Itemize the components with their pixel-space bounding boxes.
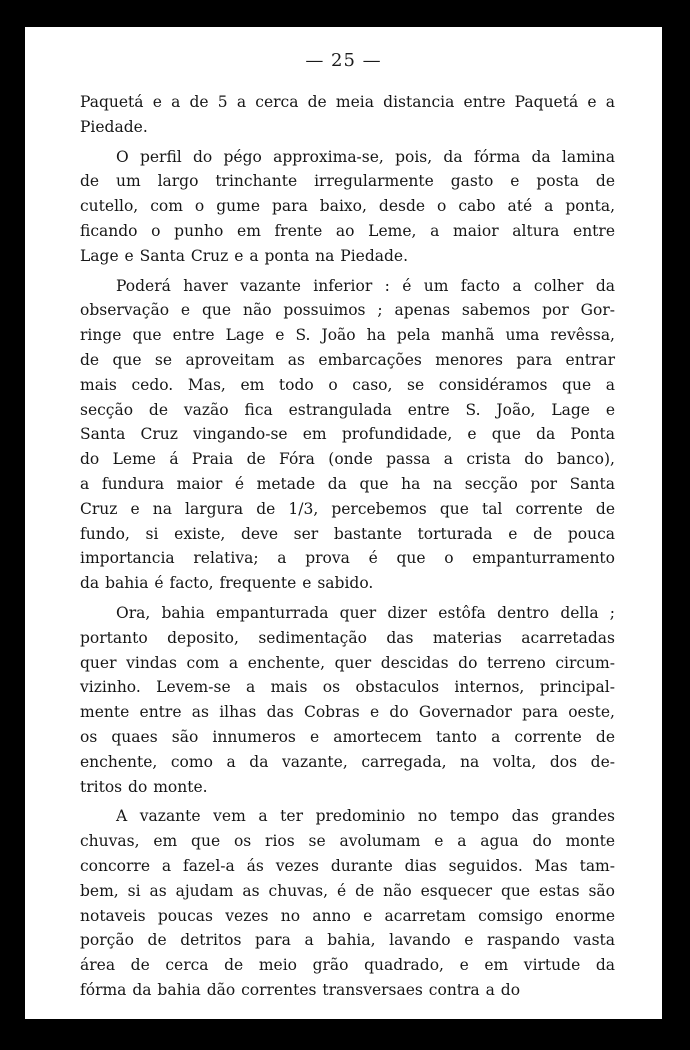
text-line: quer vindas com a enchente, quer descidas do terreno circum-	[80, 653, 615, 672]
text-line: fórma da bahia dão correntes transversaes contra a do	[80, 980, 521, 999]
body-text	[80, 90, 615, 1003]
text-line: fundo, si existe, deve ser bastante torturada e de pouca	[80, 524, 615, 543]
text-line: Ora, bahia empanturrada quer dizer estôfa dentro della ;	[116, 603, 615, 622]
text-line: secção de vazão fica estrangulada entre S. João, Lage e	[80, 400, 615, 419]
text-line: Paquetá e a de 5 a cerca de meia distancia entre Paquetá e a	[80, 93, 615, 111]
text-line: Cruz e na largura de 1/3, percebemos que tal corrente de	[80, 499, 615, 518]
text-line: observação e que não possuimos ; apenas sabemos por Gor-	[80, 301, 615, 320]
text-line: mente entre as ilhas das Cobras e do Governador para oeste,	[80, 703, 615, 722]
text-line: concorre a fazel-a ás vezes durante dias seguidos. Mas tam-	[80, 856, 615, 875]
text-line: bem, si as ajudam as chuvas, é de não esquecer que estas são	[80, 881, 615, 900]
paragraph	[80, 601, 615, 799]
text-line: chuvas, em que os rios se avolumam e a agua do monte	[80, 832, 615, 851]
text-line: ringe que entre Lage e S. João ha pela manhã uma revêssa,	[80, 326, 615, 345]
text-line: Lage e Santa Cruz e a ponta na Piedade.	[80, 246, 409, 265]
text-line: A vazante vem a ter predominio no tempo das grandes	[116, 807, 615, 826]
text-line: do Leme á Praia de Fóra (onde passa a crista do banco),	[80, 450, 615, 469]
text-line: tritos do monte.	[80, 777, 208, 796]
text-line: a fundura maior é metade da que ha na secção por Santa	[80, 474, 615, 493]
book-page	[25, 27, 662, 1019]
paragraph	[80, 804, 615, 1002]
text-line: cutello, com o gume para baixo, desde o cabo até a ponta,	[80, 197, 615, 216]
paragraph	[80, 90, 615, 140]
text-line: ficando o punho em frente ao Leme, a maior altura entre	[80, 221, 615, 240]
paragraph	[80, 274, 615, 596]
text-line: vizinho. Levem-se a mais os obstaculos internos, principal-	[80, 678, 615, 697]
text-line: de um largo trinchante irregularmente gasto e posta de	[80, 172, 615, 191]
text-line: Santa Cruz vingando-se em profundidade, e que da Ponta	[80, 425, 615, 444]
text-line: os quaes são innumeros e amortecem tanto a corrente de	[80, 727, 615, 746]
text-line: de que se aproveitam as embarcações menores para entrar	[80, 350, 615, 369]
text-line: Poderá haver vazante inferior : é um facto a colher da	[116, 276, 615, 295]
text-line: portanto deposito, sedimentação das materias acarretadas	[80, 628, 615, 647]
page-number: — 25 —	[305, 50, 382, 71]
text-line: enchente, como a da vazante, carregada, na volta, dos de-	[80, 752, 615, 771]
text-line: mais cedo. Mas, em todo o caso, se considéramos que a	[80, 375, 615, 394]
text-line: área de cerca de meio grão quadrado, e em virtude da	[80, 956, 615, 975]
paragraph	[80, 145, 615, 269]
text-line: importancia relativa; a prova é que o empanturramento	[80, 549, 615, 568]
text-line: Piedade.	[80, 117, 148, 136]
text-line: O perfil do pégo approxima-se, pois, da fórma da lamina	[116, 147, 615, 166]
text-line: da bahia é facto, frequente e sabido.	[80, 574, 374, 593]
text-line: notaveis poucas vezes no anno e acarretam comsigo enorme	[80, 906, 615, 925]
text-line: porção de detritos para a bahia, lavando e raspando vasta	[80, 931, 615, 950]
